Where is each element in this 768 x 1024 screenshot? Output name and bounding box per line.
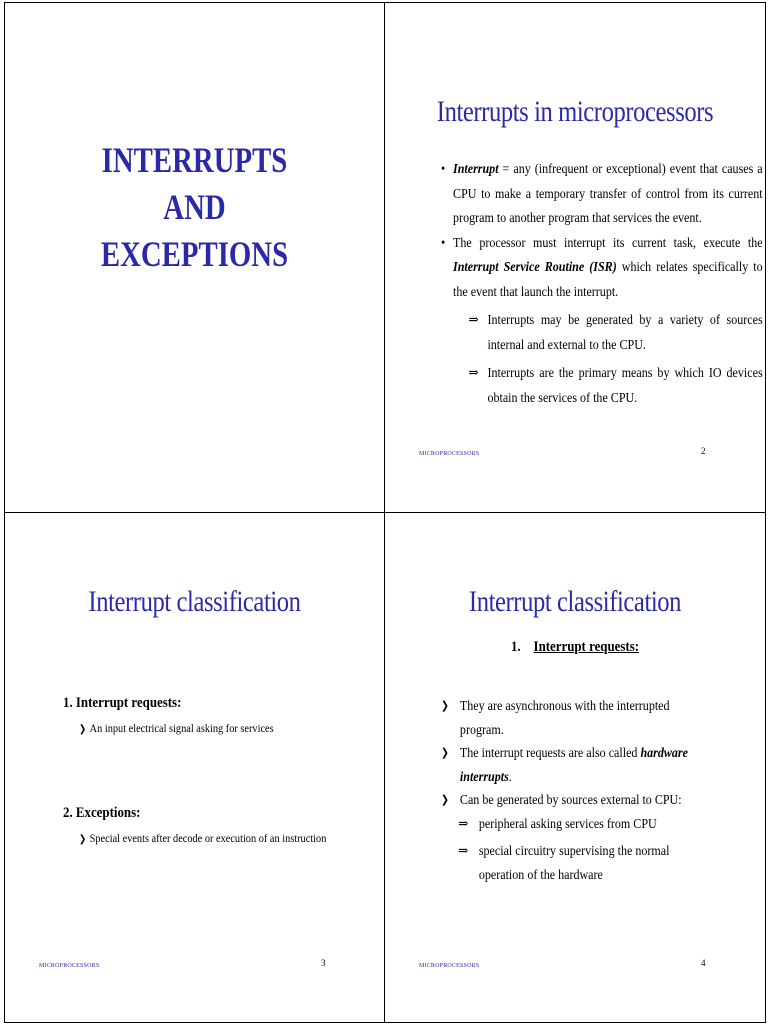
triangle-bullet-icon: ❯ xyxy=(441,794,449,806)
footer-label: MICROPROCESSORS xyxy=(39,963,100,969)
item-text-pre: The interrupt requests are also called xyxy=(459,746,641,761)
sub-item-exceptions xyxy=(79,831,326,846)
slide-2 xyxy=(384,2,766,513)
slide-body xyxy=(441,158,763,411)
page-number: 3 xyxy=(321,958,326,968)
bullet-processor-isr xyxy=(441,232,763,306)
sub-item-text: peripheral asking services from CPU xyxy=(478,816,657,832)
triangle-bullet-icon: ❯ xyxy=(441,747,449,759)
triangle-bullet-icon: ❯ xyxy=(79,834,87,845)
sub-text: Special events after decode or execution of an instruction xyxy=(89,831,327,845)
sub-list-item xyxy=(441,813,701,837)
triangle-bullet-icon: ❯ xyxy=(441,700,449,712)
slide-3 xyxy=(4,512,385,1023)
isr-text-post: which relates specifically to the event that launch the interrupt. xyxy=(453,260,763,300)
item-text: They are asynchronous with the interrupted program. xyxy=(459,699,670,738)
requests-list xyxy=(441,695,701,887)
item-text-post: . xyxy=(508,769,512,785)
definition-text: any (infrequent or exceptional) event that causes a CPU to make a temporary transfer of control from its current program to another program that services the event. xyxy=(453,162,763,226)
heading-exceptions: 2. Exceptions: xyxy=(63,805,141,821)
arrow-item-sources xyxy=(469,309,763,358)
sub-list-item xyxy=(441,840,701,887)
implies-icon: ⇒ xyxy=(468,313,479,328)
slide-title: Interrupts in microprocessors xyxy=(436,95,714,128)
implies-icon: ⇒ xyxy=(458,816,469,832)
term-hardware-interrupts: hardware interrupts xyxy=(459,746,688,785)
implies-icon: ⇒ xyxy=(458,844,469,859)
page-number: 2 xyxy=(701,446,706,456)
arrow-text-1: Interrupts may be generated by a variety of sources internal and external to the CPU. xyxy=(487,313,763,353)
slide-title: Interrupt classification xyxy=(88,585,301,618)
slide-title: Interrupt classification xyxy=(468,585,682,618)
implies-icon: ⇒ xyxy=(468,366,479,381)
footer-label: MICROPROCESSORS xyxy=(419,451,480,457)
bullet-icon: • xyxy=(441,235,446,251)
item-text: Can be generated by sources external to CPU: xyxy=(459,793,682,808)
isr-text-pre: The processor must interrupt its current task, execute the xyxy=(453,235,763,251)
cover-line-2: AND xyxy=(163,187,226,227)
list-item xyxy=(441,742,701,789)
equals-sign: = xyxy=(498,162,514,177)
bullet-icon: • xyxy=(441,162,446,177)
list-item xyxy=(441,695,701,742)
sub-item-requests xyxy=(79,721,274,736)
arrow-item-io xyxy=(469,362,763,411)
slide-4 xyxy=(384,512,766,1023)
bullet-interrupt-definition xyxy=(441,158,763,232)
cover-line-1: INTERRUPTS xyxy=(101,140,288,180)
arrow-text-2: Interrupts are the primary means by which IO devices obtain the services of the CPU. xyxy=(487,366,763,406)
list-item xyxy=(441,789,701,813)
triangle-bullet-icon: ❯ xyxy=(79,724,87,735)
term-interrupt: Interrupt xyxy=(453,162,499,177)
section-title: Interrupt requests: xyxy=(533,639,640,655)
footer-label: MICROPROCESSORS xyxy=(419,963,480,969)
section-heading xyxy=(412,639,739,656)
sub-text: An input electrical signal asking for services xyxy=(89,721,274,735)
sub-item-text: special circuitry supervising the normal operation of the hardware xyxy=(478,844,670,883)
term-isr: Interrupt Service Routine (ISR) xyxy=(453,260,617,275)
cover-line-3: EXCEPTIONS xyxy=(100,234,289,274)
slide-1 xyxy=(4,2,385,513)
section-number: 1. xyxy=(510,639,521,655)
heading-interrupt-requests: 1. Interrupt requests: xyxy=(63,695,182,711)
cover-title xyxy=(43,137,346,278)
page-number: 4 xyxy=(701,958,706,968)
